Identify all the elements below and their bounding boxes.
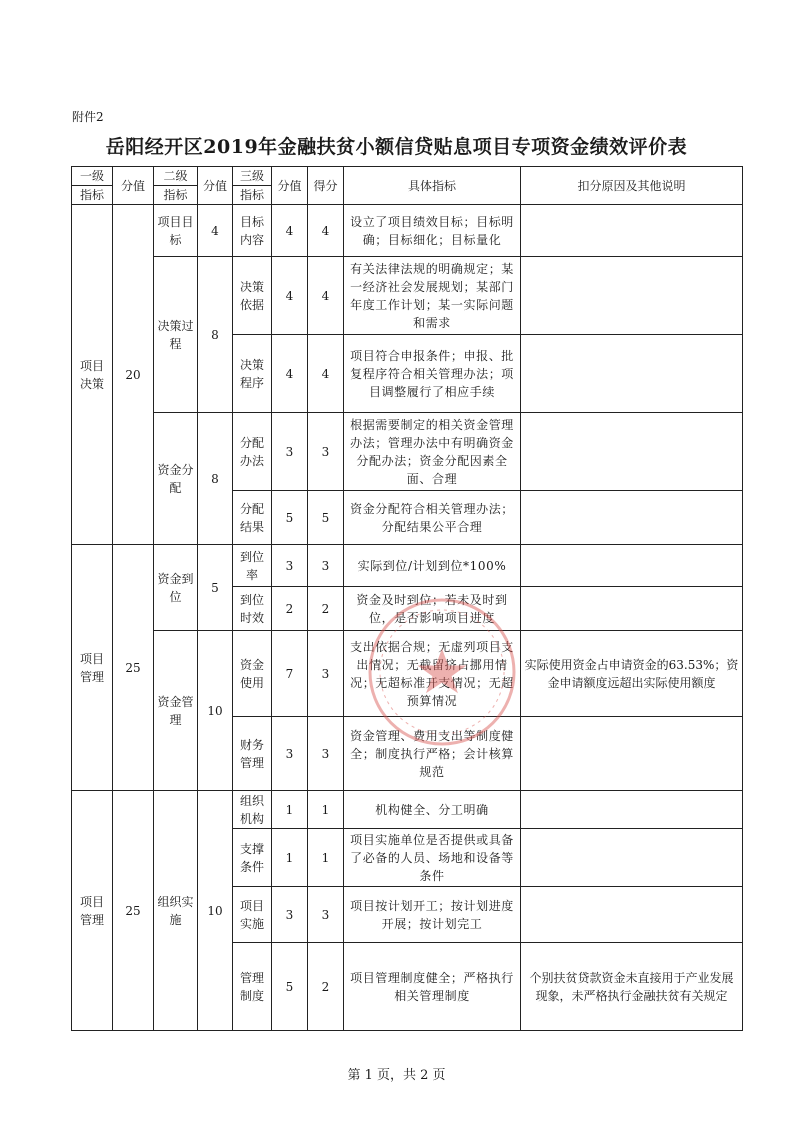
spec-cell: 支出依据合规；无虚列项目支出情况；无截留挤占挪用情况；无超标准开支情况；无超预算情况 [344,631,521,717]
level3-score-cell: 3 [272,413,308,491]
header-level1-top: 一级 [72,167,113,186]
level3-score-cell: 5 [272,491,308,545]
table-row [72,791,743,829]
got-cell: 2 [308,943,344,1031]
level1-cell: 项目管理 [72,791,113,1031]
spec-cell: 项目管理制度健全；严格执行相关管理制度 [344,943,521,1031]
level1-score-cell: 25 [113,791,154,1031]
table-row [72,257,743,335]
header-score: 分值 [113,167,154,205]
level3-score-cell: 4 [272,205,308,257]
note-cell: 实际使用资金占申请资金的63.53%；资金申请额度远超出实际使用额度 [521,631,743,717]
level2-cell: 决策过程 [154,257,198,413]
got-cell: 3 [308,545,344,587]
spec-cell: 有关法律法规的明确规定；某一经济社会发展规划；某部门年度工作计划；某一实际问题和需求 [344,257,521,335]
level2-score-cell: 8 [198,257,233,413]
spec-cell: 项目按计划开工；按计划进度开展；按计划完工 [344,887,521,943]
level3-score-cell: 5 [272,943,308,1031]
level3-cell: 项目实施 [233,887,272,943]
page-title: 岳阳经开区2019年金融扶贫小额信贷贴息项目专项资金绩效评价表 [105,136,688,158]
header-row-top [72,167,743,186]
level3-score-cell: 2 [272,587,308,631]
spec-cell: 项目实施单位是否提供或具备了必备的人员、场地和设备等条件 [344,829,521,887]
got-cell: 1 [308,829,344,887]
got-cell: 3 [308,717,344,791]
level3-cell: 管理制度 [233,943,272,1031]
header-level3-bottom: 指标 [233,186,272,205]
note-cell [521,491,743,545]
spec-cell: 资金管理、费用支出等制度健全；制度执行严格；会计核算规范 [344,717,521,791]
level2-cell: 资金分配 [154,413,198,545]
level3-score-cell: 1 [272,791,308,829]
header-level2-top: 二级 [154,167,198,186]
note-cell [521,717,743,791]
got-cell: 5 [308,491,344,545]
got-cell: 4 [308,205,344,257]
note-cell [521,257,743,335]
note-cell: 个别扶贫贷款资金未直接用于产业发展现象，未严格执行金融扶贫有关规定 [521,943,743,1031]
level3-score-cell: 4 [272,335,308,413]
level3-cell: 分配结果 [233,491,272,545]
level1-score-cell: 20 [113,205,154,545]
got-cell: 1 [308,791,344,829]
level1-cell: 项目决策 [72,205,113,545]
note-cell [521,829,743,887]
level1-cell: 项目管理 [72,545,113,791]
level3-cell: 决策程序 [233,335,272,413]
level2-cell: 资金到位 [154,545,198,631]
level3-score-cell: 1 [272,829,308,887]
level2-score-cell: 10 [198,631,233,791]
note-cell [521,887,743,943]
got-cell: 4 [308,335,344,413]
got-cell: 4 [308,257,344,335]
level3-score-cell: 4 [272,257,308,335]
level3-cell: 组织机构 [233,791,272,829]
note-cell [521,205,743,257]
evaluation-table [71,166,743,1031]
level2-score-cell: 4 [198,205,233,257]
header-level1-bottom: 指标 [72,186,113,205]
level3-score-cell: 3 [272,887,308,943]
header-note: 扣分原因及其他说明 [521,167,743,205]
spec-cell: 实际到位/计划到位*100% [344,545,521,587]
level3-cell: 分配办法 [233,413,272,491]
level3-cell: 支撑条件 [233,829,272,887]
spec-cell: 资金分配符合相关管理办法；分配结果公平合理 [344,491,521,545]
level3-score-cell: 7 [272,631,308,717]
level2-cell: 项目目标 [154,205,198,257]
table-row [72,413,743,491]
header-level2-bottom: 指标 [154,186,198,205]
level3-cell: 财务管理 [233,717,272,791]
table-row [72,545,743,587]
header-got: 得分 [308,167,344,205]
level3-score-cell: 3 [272,717,308,791]
spec-cell: 机构健全、分工明确 [344,791,521,829]
table-row [72,631,743,717]
spec-cell: 设立了项目绩效目标；目标明确；目标细化；目标量化 [344,205,521,257]
header-level3-top: 三级 [233,167,272,186]
level1-score-cell: 25 [113,545,154,791]
attachment-label: 附件2 [72,110,104,124]
header-score2: 分值 [198,167,233,205]
spec-cell: 根据需要制定的相关资金管理办法；管理办法中有明确资金分配办法；资金分配因素全面、合理 [344,413,521,491]
level2-score-cell: 10 [198,791,233,1031]
note-cell [521,545,743,587]
spec-cell: 项目符合申报条件；申报、批复程序符合相关管理办法；项目调整履行了相应手续 [344,335,521,413]
level2-score-cell: 5 [198,545,233,631]
spec-cell: 资金及时到位；若未及时到位，是否影响项目进度 [344,587,521,631]
header-score3: 分值 [272,167,308,205]
level2-cell: 资金管理 [154,631,198,791]
header-spec: 具体指标 [344,167,521,205]
note-cell [521,413,743,491]
note-cell [521,791,743,829]
got-cell: 2 [308,587,344,631]
level3-cell: 资金使用 [233,631,272,717]
got-cell: 3 [308,887,344,943]
level3-cell: 决策依据 [233,257,272,335]
note-cell [521,587,743,631]
level3-cell: 到位率 [233,545,272,587]
got-cell: 3 [308,631,344,717]
level3-cell: 目标内容 [233,205,272,257]
table-row [72,205,743,257]
note-cell [521,335,743,413]
page-number: 第 1 页，共 2 页 [347,1068,446,1083]
level2-score-cell: 8 [198,413,233,545]
level3-score-cell: 3 [272,545,308,587]
level2-cell: 组织实施 [154,791,198,1031]
got-cell: 3 [308,413,344,491]
level3-cell: 到位时效 [233,587,272,631]
